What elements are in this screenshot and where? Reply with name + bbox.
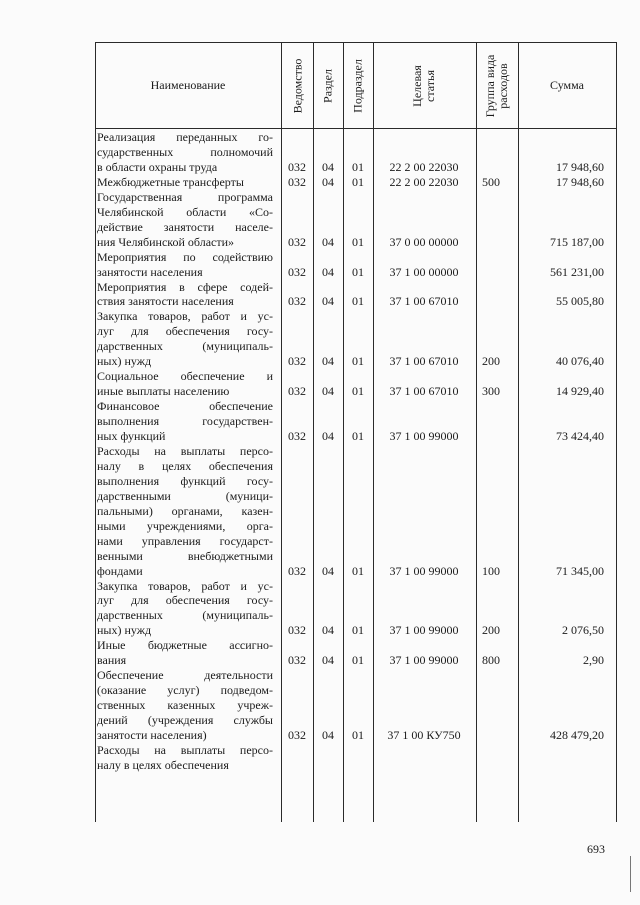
- cell-razdel: 04: [322, 563, 334, 578]
- row-name-line: Обеспечение деятельности: [97, 669, 273, 683]
- row-name-line: фондами: [97, 564, 143, 578]
- row-name-line: Государственная программа: [97, 190, 273, 204]
- cell-summa: 55 005,80: [556, 294, 604, 309]
- header-gruppa: [484, 55, 510, 118]
- column-border-right: [616, 42, 617, 822]
- cell-celevaya-statya: 37 1 00 99000: [389, 429, 459, 443]
- cell-celevaya-statya: 37 1 00 99000: [389, 653, 459, 668]
- row-name-line: сударственных полномочий: [97, 145, 273, 159]
- cell-gruppa: 300: [482, 384, 500, 399]
- cell-celevaya-statya: 37 1 00 00000: [389, 264, 459, 279]
- cell-summa: 2,90: [583, 653, 604, 668]
- cell-razdel: 04: [322, 354, 334, 369]
- row-name-line: ных функций: [97, 430, 166, 443]
- cell-razdel: 04: [322, 653, 334, 668]
- column-border-razdel: [343, 42, 344, 822]
- cell-summa: 17 948,60: [556, 174, 604, 189]
- cell-razdel: 04: [322, 264, 334, 279]
- row-name-line: луг для обеспечения госу-: [97, 325, 273, 339]
- cell-podrazdel: 01: [352, 264, 364, 279]
- row-name-line: Закупка товаров, работ и ус-: [97, 579, 273, 593]
- cell-vedomstvo: 032: [288, 623, 306, 638]
- header-podrazdel: Подраздел: [350, 59, 365, 113]
- row-name-line: занятости населения): [97, 729, 207, 742]
- column-border-left: [95, 42, 96, 822]
- row-name-line: Закупка товаров, работ и ус-: [97, 310, 273, 324]
- row-name-line: Финансовое обеспечение: [97, 400, 273, 414]
- row-name-line: в области охраны труда: [97, 160, 218, 174]
- column-border-name: [281, 42, 282, 822]
- cell-gruppa: 100: [482, 563, 500, 578]
- row-name-line: дарственными (муници-: [97, 489, 273, 503]
- cell-vedomstvo: 032: [288, 429, 306, 443]
- row-name-line: венными внебюджетными: [97, 549, 273, 563]
- row-name-line: нами управления государст-: [97, 534, 273, 548]
- row-name-line: налу в целях обеспечения: [97, 459, 273, 473]
- cell-celevaya-statya: 37 1 00 КУ750: [387, 728, 461, 742]
- cell-razdel: 04: [322, 429, 334, 443]
- row-name-line: дарственных (муниципаль-: [97, 340, 273, 354]
- cell-razdel: 04: [322, 294, 334, 309]
- cell-gruppa: 200: [482, 354, 500, 369]
- cell-celevaya-statya: 37 1 00 99000: [389, 623, 459, 638]
- cell-podrazdel: 01: [352, 384, 364, 399]
- cell-vedomstvo: 032: [288, 174, 306, 189]
- row-name-line: Межбюджетные трансферты: [97, 175, 244, 189]
- cell-summa: 715 187,00: [550, 234, 604, 249]
- row-name-line: Реализация переданных го-: [97, 131, 273, 144]
- header-celevaya-line2: статья: [423, 70, 437, 102]
- cell-celevaya-statya: 22 2 00 22030: [389, 159, 459, 174]
- header-summa: Сумма: [550, 78, 584, 92]
- cell-summa: 40 076,40: [556, 354, 604, 369]
- row-name-line: луг для обеспечения госу-: [97, 594, 273, 608]
- cell-razdel: 04: [322, 174, 334, 189]
- cell-celevaya-statya: 22 2 00 22030: [389, 174, 459, 189]
- cell-vedomstvo: 032: [288, 563, 306, 578]
- row-name-line: Иные бюджетные ассигно-: [97, 639, 273, 653]
- table-top-border: [95, 42, 617, 43]
- cell-vedomstvo: 032: [288, 264, 306, 279]
- cell-podrazdel: 01: [352, 429, 364, 443]
- cell-podrazdel: 01: [352, 623, 364, 638]
- row-name-line: ных) нужд: [97, 355, 152, 369]
- row-name-line: выполнения государствен-: [97, 415, 273, 429]
- header-razdel: Раздел: [320, 69, 335, 103]
- row-name-line: иные выплаты населению: [97, 385, 230, 399]
- cell-podrazdel: 01: [352, 653, 364, 668]
- cell-podrazdel: 01: [352, 159, 364, 174]
- column-border-podrazdel: [373, 42, 374, 822]
- cell-podrazdel: 01: [352, 563, 364, 578]
- cell-razdel: 04: [322, 728, 334, 742]
- cell-vedomstvo: 032: [288, 728, 306, 742]
- cell-podrazdel: 01: [352, 294, 364, 309]
- header-celevaya-line1: Целевая: [410, 65, 424, 107]
- row-name-line: ными учреждениями, орга-: [97, 519, 273, 533]
- header-celevaya: [411, 65, 437, 107]
- column-border-gruppa: [518, 42, 519, 822]
- row-name-line: дарственных (муниципаль-: [97, 609, 273, 623]
- header-bottom-border: [95, 128, 617, 129]
- row-name-line: ных) нужд: [97, 624, 152, 638]
- cell-gruppa: 500: [482, 174, 500, 189]
- header-naimenovanie: Наименование: [150, 78, 226, 92]
- row-name-line: Расходы на выплаты персо-: [97, 444, 273, 458]
- row-name-line: занятости населения: [97, 265, 203, 279]
- cell-podrazdel: 01: [352, 354, 364, 369]
- cell-gruppa: 800: [482, 653, 500, 668]
- cell-summa: 2 076,50: [562, 623, 604, 638]
- cell-vedomstvo: 032: [288, 294, 306, 309]
- cell-summa: 17 948,60: [556, 159, 604, 174]
- cell-celevaya-statya: 37 1 00 67010: [389, 354, 459, 369]
- row-name-line: налу в целях обеспечения: [97, 758, 229, 772]
- cell-celevaya-statya: 37 1 00 67010: [389, 384, 459, 399]
- cell-celevaya-statya: 37 1 00 99000: [389, 563, 459, 578]
- cell-vedomstvo: 032: [288, 234, 306, 249]
- cell-razdel: 04: [322, 234, 334, 249]
- column-border-vedomstvo: [313, 42, 314, 822]
- cell-summa: 428 479,20: [550, 728, 604, 742]
- cell-podrazdel: 01: [352, 174, 364, 189]
- scan-edge-mark: [630, 856, 631, 892]
- cell-vedomstvo: 032: [288, 354, 306, 369]
- cell-vedomstvo: 032: [288, 159, 306, 174]
- row-name-line: вания: [97, 654, 127, 668]
- cell-vedomstvo: 032: [288, 653, 306, 668]
- row-name-line: Расходы на выплаты персо-: [97, 743, 273, 757]
- header-vedomstvo: Ведомство: [290, 58, 305, 114]
- row-name-line: (оказание услуг) подведом-: [97, 684, 273, 698]
- row-name-line: пальными) органами, казен-: [97, 504, 273, 518]
- row-name-line: Челябинской области «Со-: [97, 205, 273, 219]
- cell-podrazdel: 01: [352, 234, 364, 249]
- row-name-line: ствия занятости населения: [97, 295, 234, 309]
- row-name-line: Мероприятия в сфере содей-: [97, 280, 273, 294]
- header-gruppa-line2: расходов: [496, 63, 510, 109]
- row-name-line: ния Челябинской области»: [97, 235, 235, 249]
- row-name-line: выполнения функций госу-: [97, 474, 273, 488]
- cell-vedomstvo: 032: [288, 384, 306, 399]
- cell-summa: 71 345,00: [556, 563, 604, 578]
- cell-summa: 561 231,00: [550, 264, 604, 279]
- header-gruppa-line1: Группа вида: [483, 54, 497, 118]
- cell-summa: 73 424,40: [556, 429, 604, 443]
- row-name-line: ственных казенных учреж-: [97, 699, 273, 713]
- page-number: 693: [587, 842, 605, 856]
- cell-razdel: 04: [322, 159, 334, 174]
- row-name-line: действие занятости населе-: [97, 220, 273, 234]
- row-name-line: Социальное обеспечение и: [97, 370, 273, 384]
- cell-razdel: 04: [322, 384, 334, 399]
- cell-razdel: 04: [322, 623, 334, 638]
- column-border-statya: [476, 42, 477, 822]
- row-name-line: Мероприятия по содействию: [97, 250, 273, 264]
- cell-gruppa: 200: [482, 623, 500, 638]
- cell-celevaya-statya: 37 0 00 00000: [389, 234, 459, 249]
- row-name-line: дений (учреждения службы: [97, 714, 273, 728]
- cell-podrazdel: 01: [352, 728, 364, 742]
- cell-celevaya-statya: 37 1 00 67010: [389, 294, 459, 309]
- cell-summa: 14 929,40: [556, 384, 604, 399]
